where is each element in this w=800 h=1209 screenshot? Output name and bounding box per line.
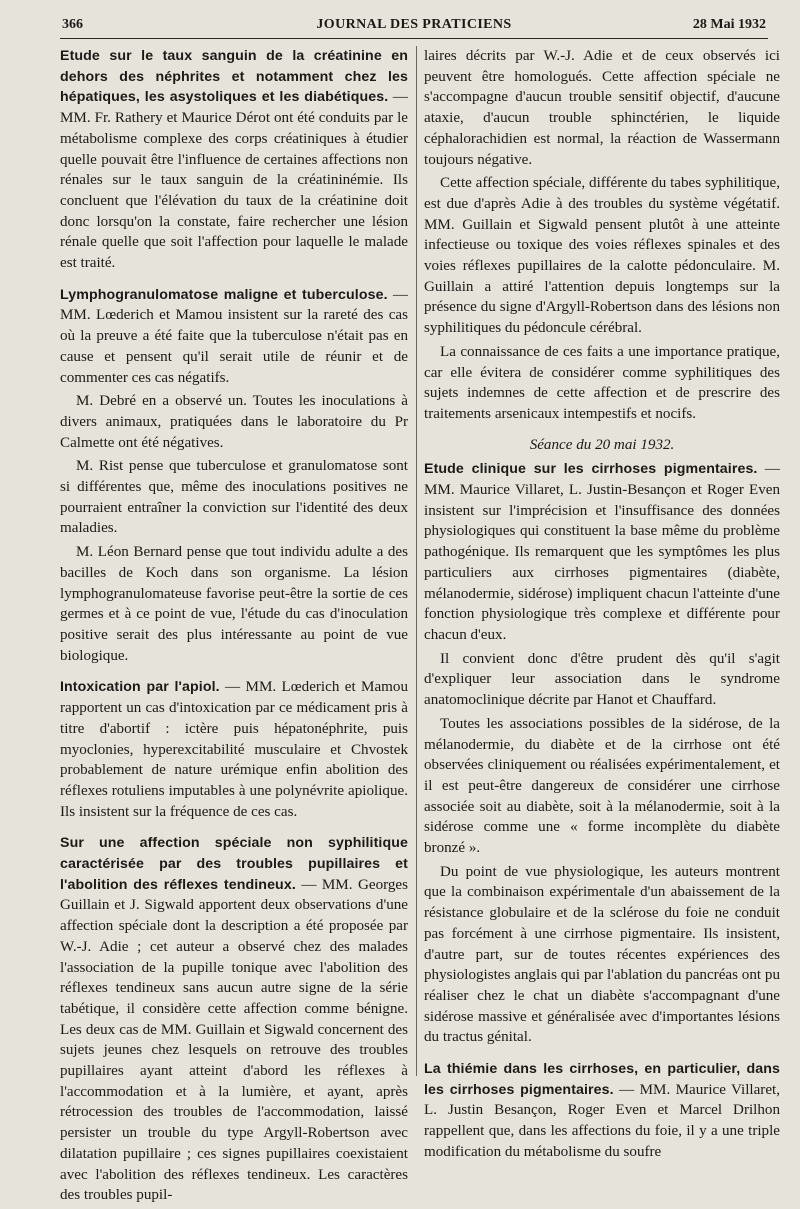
paragraph-debre: M. Debré en a observé un. Toutes les inoculations à divers animaux, pratiquées dans le laboratoire du Pr Calmette ont été négatives. [60, 393, 408, 451]
article-cirrhoses: Etude clinique sur les cirrhoses pigmentaires. — MM. Maurice Villaret, L. Justin-Besançon et Roger Even insistent sur l'imprécision et l'insuffisance des données physiologiques qui constituent la base même du problème pathogénique. Ils remarquent que les symptômes les plus particuliers aux cirrhoses pigmentaires (diabète, mélanodermie, sidérose) impliquent chacun l'atteinte d'une fonction physiologique très complexe et différente pour chacun d'eux. [424, 461, 780, 643]
paragraph-vegetatif: Cette affection spéciale, différente du tabes syphilitique, est due d'après Adie à des troubles du système végétatif. MM. Guillain et Sigwald pensent plutôt à une atteinte infectieuse ou toxique des voies réflexes spinales et des voies réflexes pupillaires de la calotte pédonculaire. M. Guillain a attiré l'attention depuis longtemps sur la présence du signe d'Argyll-Robertson dans des lésions non syphilitiques du pédoncule cérébral. [424, 175, 780, 337]
paragraph-physiologie: Du point de vue physiologique, les auteurs montrent que la combinaison expérimentale d'un abaissement de la résistance globulaire et de la sclérose du foie ne conduit pas forcément à une cirrhose pigmentaire. Ils insistent, d'autre part, sur de toutes récentes expériences des physiologistes anglais qui par l'ablation du pancréas ont pu réaliser chez le chat un diabète s'accompagnant d'une sidérose massive et généralisée avec d'importantes lésions du tractus génital. [424, 863, 780, 1046]
article-thiemie: La thiémie dans les cirrhoses, en particulier, dans les cirrhoses pigmentaires. — MM. Maurice Villaret, L. Justin Besançon, Roger Even et Marcel Drilhon rappellent que, dans les affections du foie, il y a une triple modification du métabolisme du soufre [424, 1061, 781, 1160]
article-lymphogranulomatose: Lymphogranulomatose maligne et tuberculose. — MM. Lœderich et Mamou insistent sur la rareté des cas où la preuve a été faite que la tuberculose n'était pas en cause et pensent qu'il serait utile de réunir et de commenter ces cas négatifs. [60, 286, 408, 386]
page-number: 366 [62, 17, 83, 32]
column-divider [416, 46, 417, 1076]
issue-date: 28 Mai 1932 [692, 17, 766, 32]
paragraph-bernard: M. Léon Bernard pense que tout individu adulte a des bacilles de Koch dans son organisme. La lésion lymphogranulomateuse favorise peut-être la sortie de ces germes et à ce point de vue, l'étude du cas d'inoculation positive serait des plus intéressante au point de vue biologique. [60, 544, 408, 664]
paragraph-associations: Toutes les associations possibles de la sidérose, de la mélanodermie, du diabète et de la cirrhose ont été observées cliniquement ou réalisées expérimentalement, et il est peut-être dangereux de considérer une cirrhose associée soit au diabète, soit à la mélanodermie, soit à la sidérose comme une « forme incomplète du diabète bronzé ». [424, 715, 780, 857]
left-column [60, 46, 408, 1209]
journal-title: JOURNAL DES PRATICIENS [316, 17, 512, 32]
session-heading: Séance du 20 mai 1932. [529, 436, 675, 453]
right-column [424, 46, 780, 1166]
article-creatinine: Etude sur le taux sanguin de la créatinine en dehors des néphrites et notamment chez les hépatiques, les asystoliques et les diabétiques. — MM. Fr. Rathery et Maurice Dérot ont été conduits par le métabolisme complexe des corps créatiniques à étudier quelle pouvait être l'influence de certaines affections non rénales sur le taux sanguin de la créatininémie. Ils concluent que l'élévation du taux de la créatinine doit donc lorsqu'on la constate, faire rechercher une lésion rénale quelle que soit l'affection pour laquelle le malade est traité. [60, 48, 408, 272]
article-apiol: Intoxication par l'apiol. — MM. Lœderich et Mamou rapportent un cas d'intoxication par ce médicament pris à titre d'abortif : ictère puis hépatonéphrite, puis myoclonies, hyperexcitabilité musculaire et Chvostek probablement de nature urémique enfin abolition des réflexes rotuliens imputables à une polynévrite apiolique. Ils insistent sur la fréquence de ces cas. [60, 679, 408, 820]
paragraph-prudence: Il convient donc d'être prudent dès qu'il s'agit d'expliquer leur association dans le syndrome anatomoclinique décrite par Hanot et Chauffard. [424, 650, 780, 709]
article-affection-speciale: Sur une affection spéciale non syphilitique caractérisée par des troubles pupillaires et l'abolition des réflexes tendineux. — MM. Georges Guillain et J. Sigwald apportent deux observations d'une affection spéciale dont la description a été proposée par W.-J. Adie ; cet auteur a observé chez des malades l'association de la pupille tonique avec l'abolition des réflexes tendineux sans aucun autre signe de la série tabétique, il considère cette affection comme bénigne. Les deux cas de MM. Guillain et Sigwald concernent des sujets jeunes chez lesquels on retrouve des troubles pupillaires ayant atteint d'abord les réflexes à l'accommodation et à la lumière, et ayant, après rétrocession des troubles de l'accommodation, laissé persister un trouble du type Argyll-Robertson avec dilatation pupillaire ; ces signes pupillaires coexistaient avec l'abolition des réflexes tendineux. Les caractères des troubles pupil- [60, 835, 408, 1204]
paragraph-rist: M. Rist pense que tuberculose et granulomatose sont si différentes que, même des inoculations positives ne pourraient entraîner la conviction sur l'identité des deux maladies. [60, 458, 408, 537]
paragraph-continuation: laires décrits par W.-J. Adie et de ceux observés ici peuvent être homologués. Cette affection spéciale ne s'accompagne d'aucun trouble sensitif objectif, d'aucune ataxie, d'aucun trouble sphinctérien, le liquide céphalorachidien est normal, la réaction de Wassermann toujours négative. [424, 48, 780, 168]
running-header [60, 14, 768, 39]
paragraph-importance: La connaissance de ces faits a une importance pratique, car elle évitera de considérer comme syphilitiques des sujets indemnes de cette affection et de prescrire des traitements arsenicaux intempestifs et nocifs. [424, 343, 780, 422]
